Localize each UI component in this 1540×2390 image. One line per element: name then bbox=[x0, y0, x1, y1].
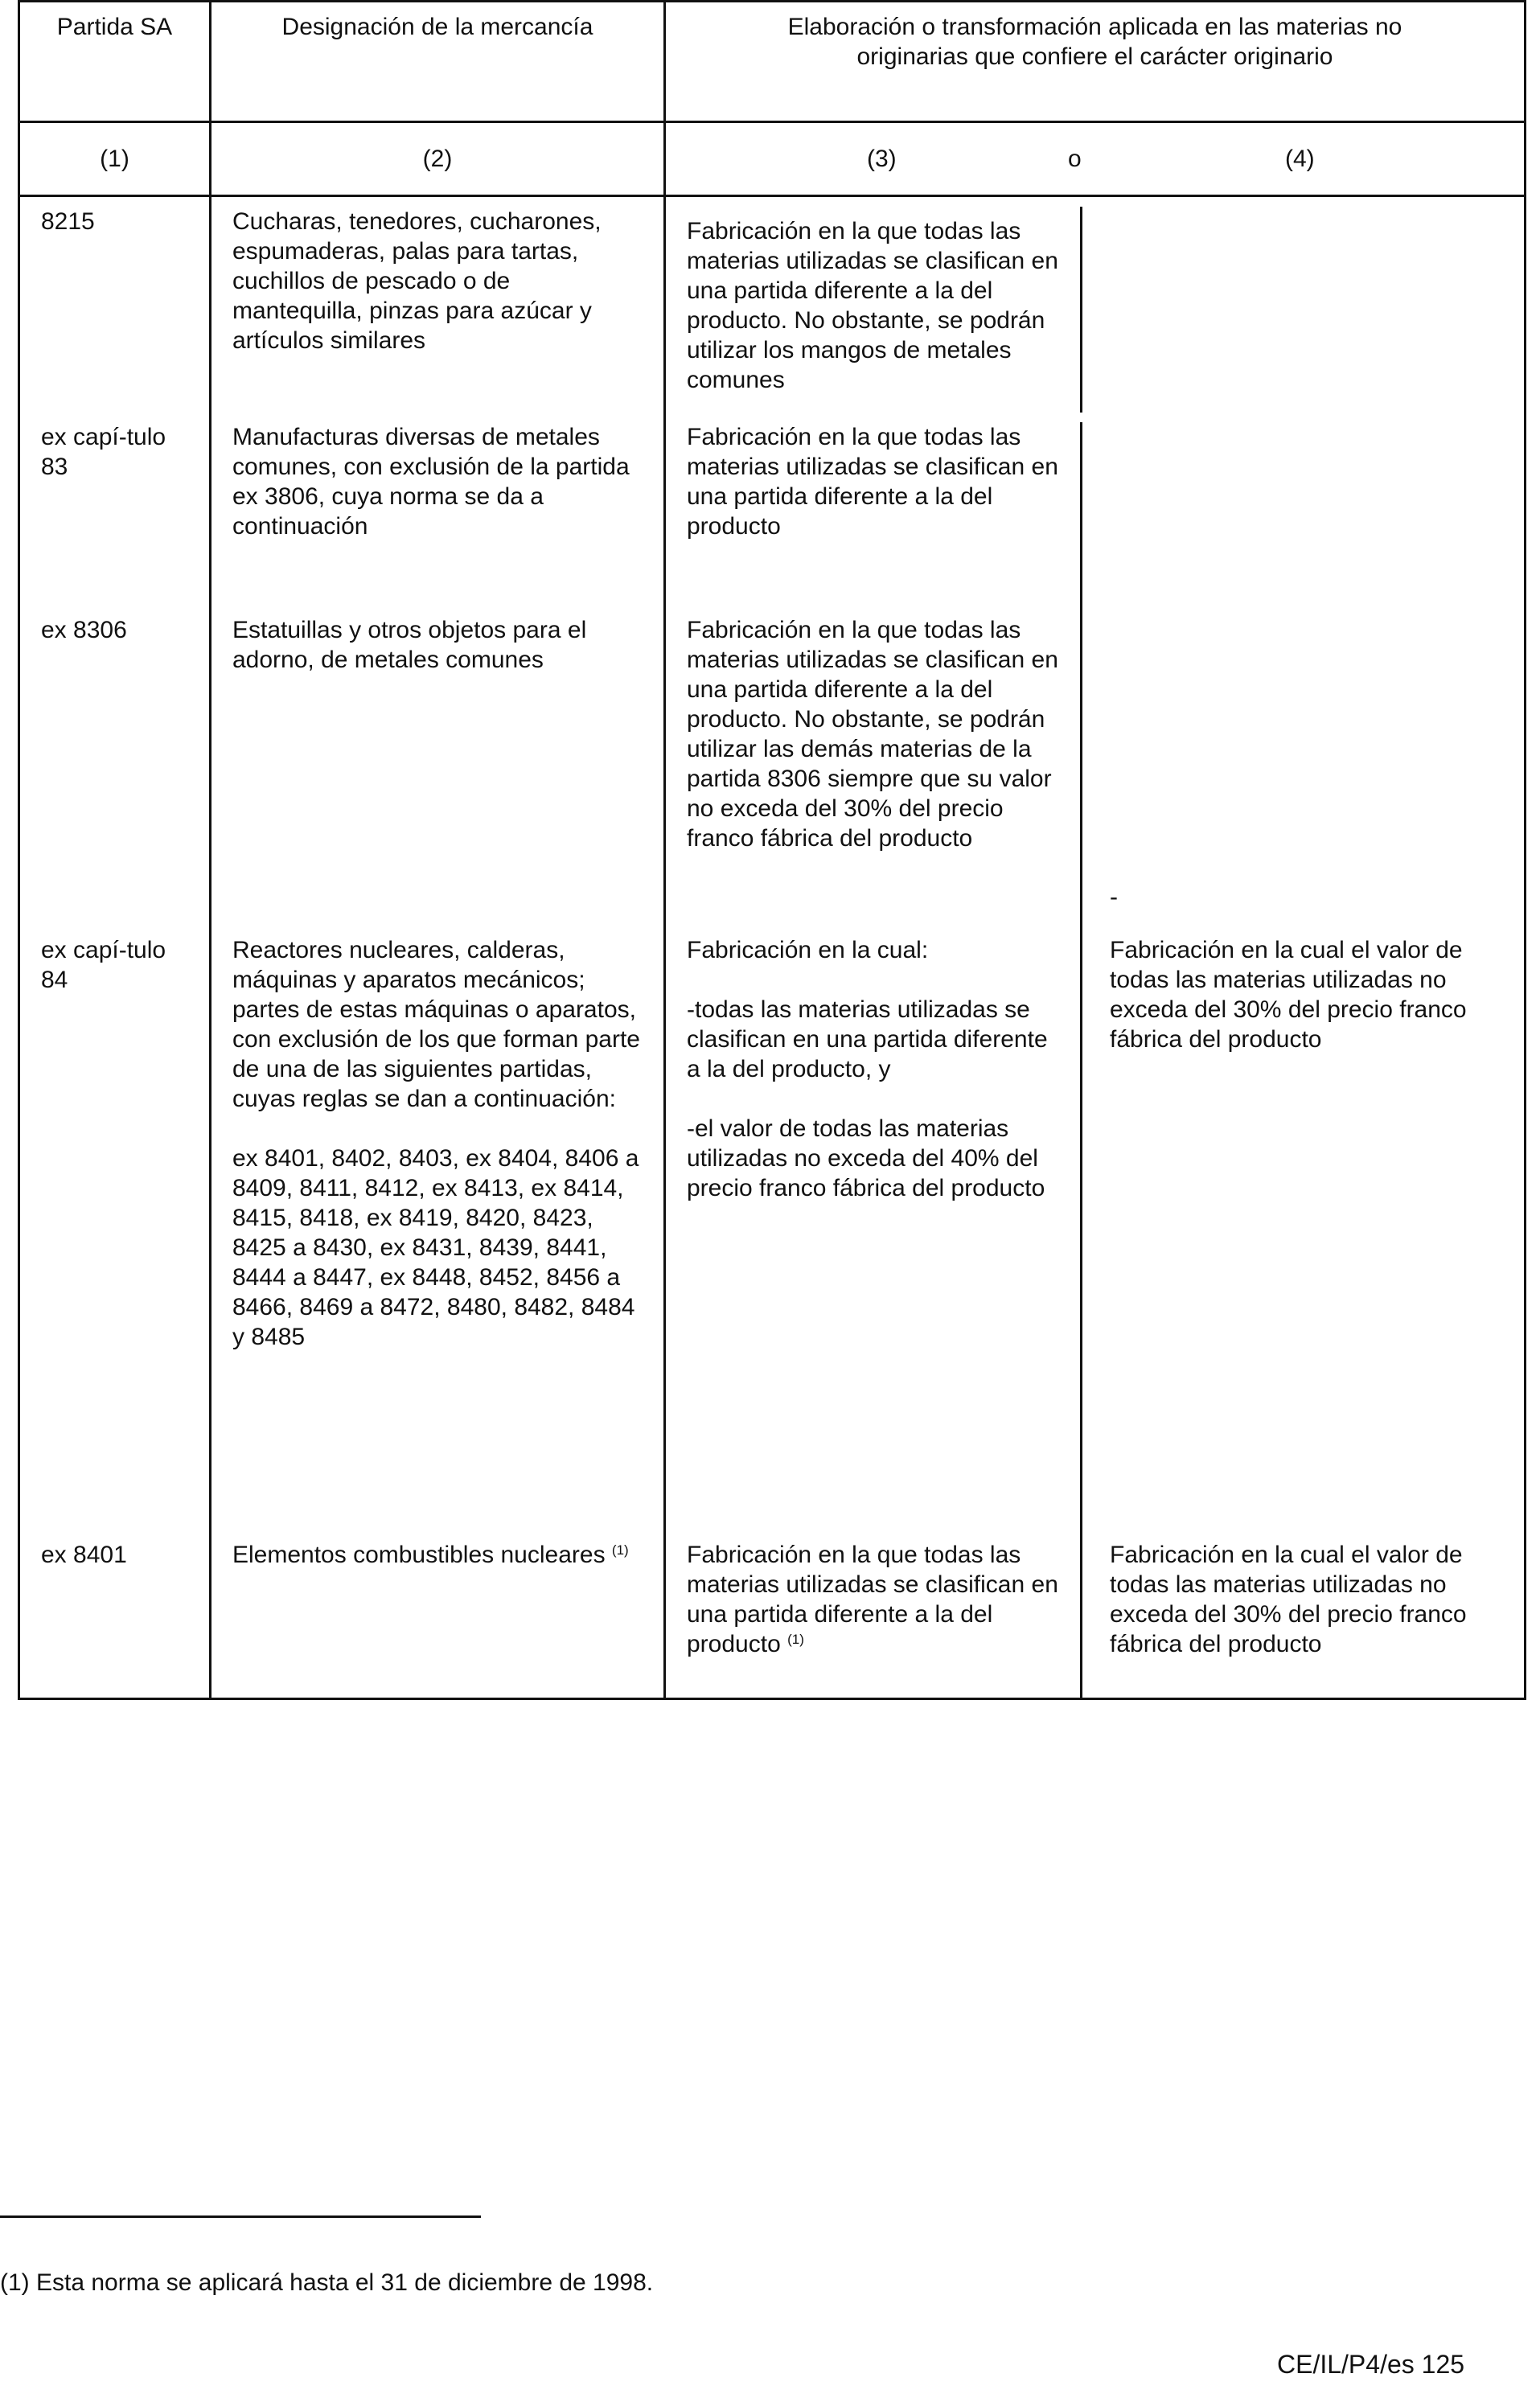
row-designation: Estatuillas y otros objetos para el adorno, de metales comunes bbox=[211, 615, 665, 935]
row-rule4 bbox=[1082, 422, 1524, 615]
row-rule-cells bbox=[665, 422, 1526, 615]
row-rule3-intro: Fabricación en la cual: bbox=[687, 937, 929, 963]
row-designation: Reactores nucleares, calderas, máquinas y aparatos mecánicos; partes de estas máquinas o aparatos, con exclusión de los que forman parte de una de las siguientes partidas, cuyas reglas se dan a continuación: bbox=[232, 937, 640, 1112]
col-number-3: (3) bbox=[867, 146, 897, 172]
row-rule3: Fabricación en la que todas las materias utilizadas se clasifican en una partida diferente a la del producto bbox=[666, 422, 1082, 615]
footnote: (1) Esta norma se aplicará hasta el 31 de diciembre de 1998. bbox=[0, 2269, 654, 2296]
row-rule-cells bbox=[665, 196, 1526, 423]
row-rule-cells bbox=[665, 615, 1526, 935]
col-number-1: (1) bbox=[19, 122, 211, 196]
row-rule3-cell bbox=[666, 1540, 1082, 1698]
row-code: ex 8401 bbox=[19, 1540, 211, 1699]
row-rule3: Fabricación en la que todas las materias utilizadas se clasifican en una partida diferente a la del producto. No obstante, se podrán utilizar los mangos de metales comunes bbox=[666, 207, 1082, 413]
header-designacion: Designación de la mercancía bbox=[211, 2, 665, 122]
row-rule4: - bbox=[1110, 884, 1118, 910]
origin-rules-table bbox=[18, 0, 1526, 1700]
row-designation-cell bbox=[211, 1540, 665, 1699]
table-row bbox=[19, 615, 1526, 935]
row-designation: Manufacturas diversas de metales comunes, con exclusión de la partida ex 3806, cuya norma se da a continuación bbox=[211, 422, 665, 615]
row-rule4: Fabricación en la cual el valor de todas las materias utilizadas no exceda del 30% del precio franco fábrica del producto bbox=[1110, 1542, 1467, 1657]
header-elaboracion-line1: Elaboración o transformación aplicada en las materias no bbox=[787, 14, 1402, 40]
page-code: CE/IL/P4/es 125 bbox=[1277, 2350, 1465, 2379]
col-number-2: (2) bbox=[211, 122, 665, 196]
column-number-row bbox=[19, 122, 1526, 196]
table-row bbox=[19, 1540, 1526, 1699]
col-number-or: o bbox=[1068, 146, 1082, 172]
table-row bbox=[19, 196, 1526, 423]
header-elaboracion bbox=[665, 2, 1526, 122]
row-rule-cells bbox=[665, 1540, 1526, 1699]
table-header-row bbox=[19, 2, 1526, 122]
row-rule3: Fabricación en la que todas las materias utilizadas se clasifican en una partida diferente a la del producto. No obstante, se podrán utilizar las demás materias de la partida 8306 siempre que su valor no exceda del 30% del precio franco fábrica del producto bbox=[666, 615, 1082, 935]
row-code: ex capí-tulo 83 bbox=[19, 422, 211, 615]
table-row bbox=[19, 935, 1526, 1540]
row-rule-cells bbox=[665, 935, 1526, 1540]
footnote-ref: (1) bbox=[611, 1542, 629, 1558]
col-number-3-4 bbox=[665, 122, 1526, 196]
row-designation-list: ex 8401, 8402, 8403, ex 8404, 8406 a 8409, 8411, 8412, ex 8413, ex 8414, 8415, 8418, ex 8419, 8420, 8423, 8425 a 8430, ex 8431, 8439, 8441, 8444 a 8447, ex 8448, 8452, 8456 a 8466, 8469 a 8472, 8480, 8482, 8484 y 8485 bbox=[232, 1145, 639, 1350]
row-rule3-condition-b: -el valor de todas las materias utilizadas no exceda del 40% del precio franco fábrica del producto bbox=[687, 1115, 1045, 1201]
col-number-4: (4) bbox=[1285, 146, 1315, 172]
row-rule3: Fabricación en la que todas las materias utilizadas se clasifican en una partida diferente a la del producto bbox=[687, 1542, 1058, 1657]
table-row bbox=[19, 422, 1526, 615]
row-designation-cell bbox=[211, 935, 665, 1540]
row-rule4 bbox=[1082, 207, 1524, 413]
row-rule3-cell bbox=[666, 935, 1082, 1540]
footnote-ref: (1) bbox=[787, 1632, 804, 1647]
row-rule4: Fabricación en la cual el valor de todas las materias utilizadas no exceda del 30% del precio franco fábrica del producto bbox=[1110, 937, 1467, 1053]
row-rule3-condition-a: -todas las materias utilizadas se clasifican en una partida diferente a la del producto, y bbox=[687, 996, 1048, 1082]
row-code: 8215 bbox=[19, 196, 211, 423]
header-partida-sa: Partida SA bbox=[19, 2, 211, 122]
row-designation: Elementos combustibles nucleares bbox=[232, 1542, 606, 1568]
row-designation: Cucharas, tenedores, cucharones, espumaderas, palas para tartas, cuchillos de pescado o de mantequilla, pinzas para azúcar y artículos similares bbox=[211, 196, 665, 423]
row-code: ex capí-tulo 84 bbox=[19, 935, 211, 1540]
header-elaboracion-line2: originarias que confiere el carácter originario bbox=[856, 43, 1333, 70]
row-code: ex 8306 bbox=[19, 615, 211, 935]
footnote-divider bbox=[0, 2215, 481, 2218]
